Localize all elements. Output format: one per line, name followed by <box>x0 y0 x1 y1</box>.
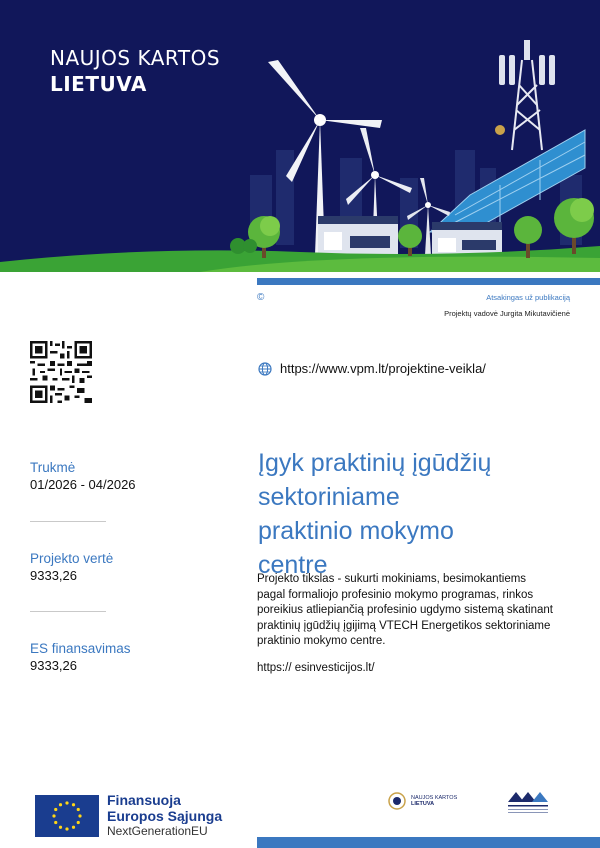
eu-star-icon <box>65 827 68 830</box>
divider <box>30 611 106 612</box>
hero-illustration <box>0 0 600 272</box>
eu-star-icon <box>72 803 75 806</box>
title-line: centre <box>258 551 328 579</box>
nk-line1: NAUJOS KARTOS <box>411 794 458 801</box>
eu-line1: Finansuoja <box>107 792 181 808</box>
nk-emblem-icon <box>387 791 407 811</box>
responsible-label: Atsakingas už publikaciją <box>486 293 570 302</box>
page-title <box>258 446 558 582</box>
hero-banner <box>0 0 600 272</box>
duration-block <box>30 460 230 492</box>
eu-star-icon <box>78 814 81 817</box>
title-line: praktinio mokymo <box>258 517 454 545</box>
eu-line3: NextGenerationEU <box>107 824 208 838</box>
project-manager: Projektų vadovė Jurgita Mikutavičienė <box>444 309 570 318</box>
globe-icon <box>258 362 272 376</box>
eu-star-icon <box>59 826 62 829</box>
eu-funding-block <box>30 641 230 673</box>
project-value-label: Projekto vertė <box>30 551 114 566</box>
title-line: Įgyk praktinių įgūdžių <box>258 449 492 477</box>
eu-star-icon <box>77 821 80 824</box>
eu-star-icon <box>59 803 62 806</box>
vpm-logo-icon <box>506 788 552 818</box>
project-value-block <box>30 551 230 583</box>
url-text[interactable]: https://www.vpm.lt/projektine-veikla/ <box>280 361 486 376</box>
brand-line2: LIETUVA <box>50 72 147 96</box>
duration-value: 01/2026 - 04/2026 <box>30 477 136 492</box>
accent-bar-bottom <box>257 837 600 848</box>
eu-line2: Europos Sąjunga <box>107 808 223 824</box>
copyright-symbol: © <box>257 292 265 303</box>
eu-star-icon <box>54 808 57 811</box>
project-url[interactable] <box>258 361 486 376</box>
accent-bar-top <box>257 278 600 285</box>
brand-line1: NAUJOS KARTOS <box>50 46 221 70</box>
project-value: 9333,26 <box>30 568 77 583</box>
eu-funding-label: ES finansavimas <box>30 641 131 656</box>
eu-flag-icon <box>35 795 99 837</box>
eu-star-icon <box>52 814 55 817</box>
esinvesticijos-link[interactable]: https:// esinvesticijos.lt/ <box>257 662 375 674</box>
eu-funding-value: 9333,26 <box>30 658 77 673</box>
eu-star-icon <box>77 808 80 811</box>
naujos-kartos-logo <box>387 791 457 811</box>
eu-star-icon <box>65 801 68 804</box>
divider <box>30 521 106 522</box>
nk-line2: LIETUVA <box>411 801 435 807</box>
brand-logo <box>50 46 220 96</box>
duration-label: Trukmė <box>30 460 76 475</box>
qr-code[interactable] <box>30 341 92 403</box>
project-description: Projekto tikslas - sukurti mokiniams, besimokantiems pagal formaliojo profesinio mokymo programas, rinkos poreikius atliepiančią profesinio ugdymo sistemą skatinant praktinių įgūdžių įgijimą VTECH Energetikos sektoriniame praktinio mokymo centre. <box>257 573 553 647</box>
eu-star-icon <box>72 826 75 829</box>
eu-funding-logo <box>107 792 222 839</box>
title-line: sektoriniame <box>258 483 400 511</box>
eu-star-icon <box>54 821 57 824</box>
